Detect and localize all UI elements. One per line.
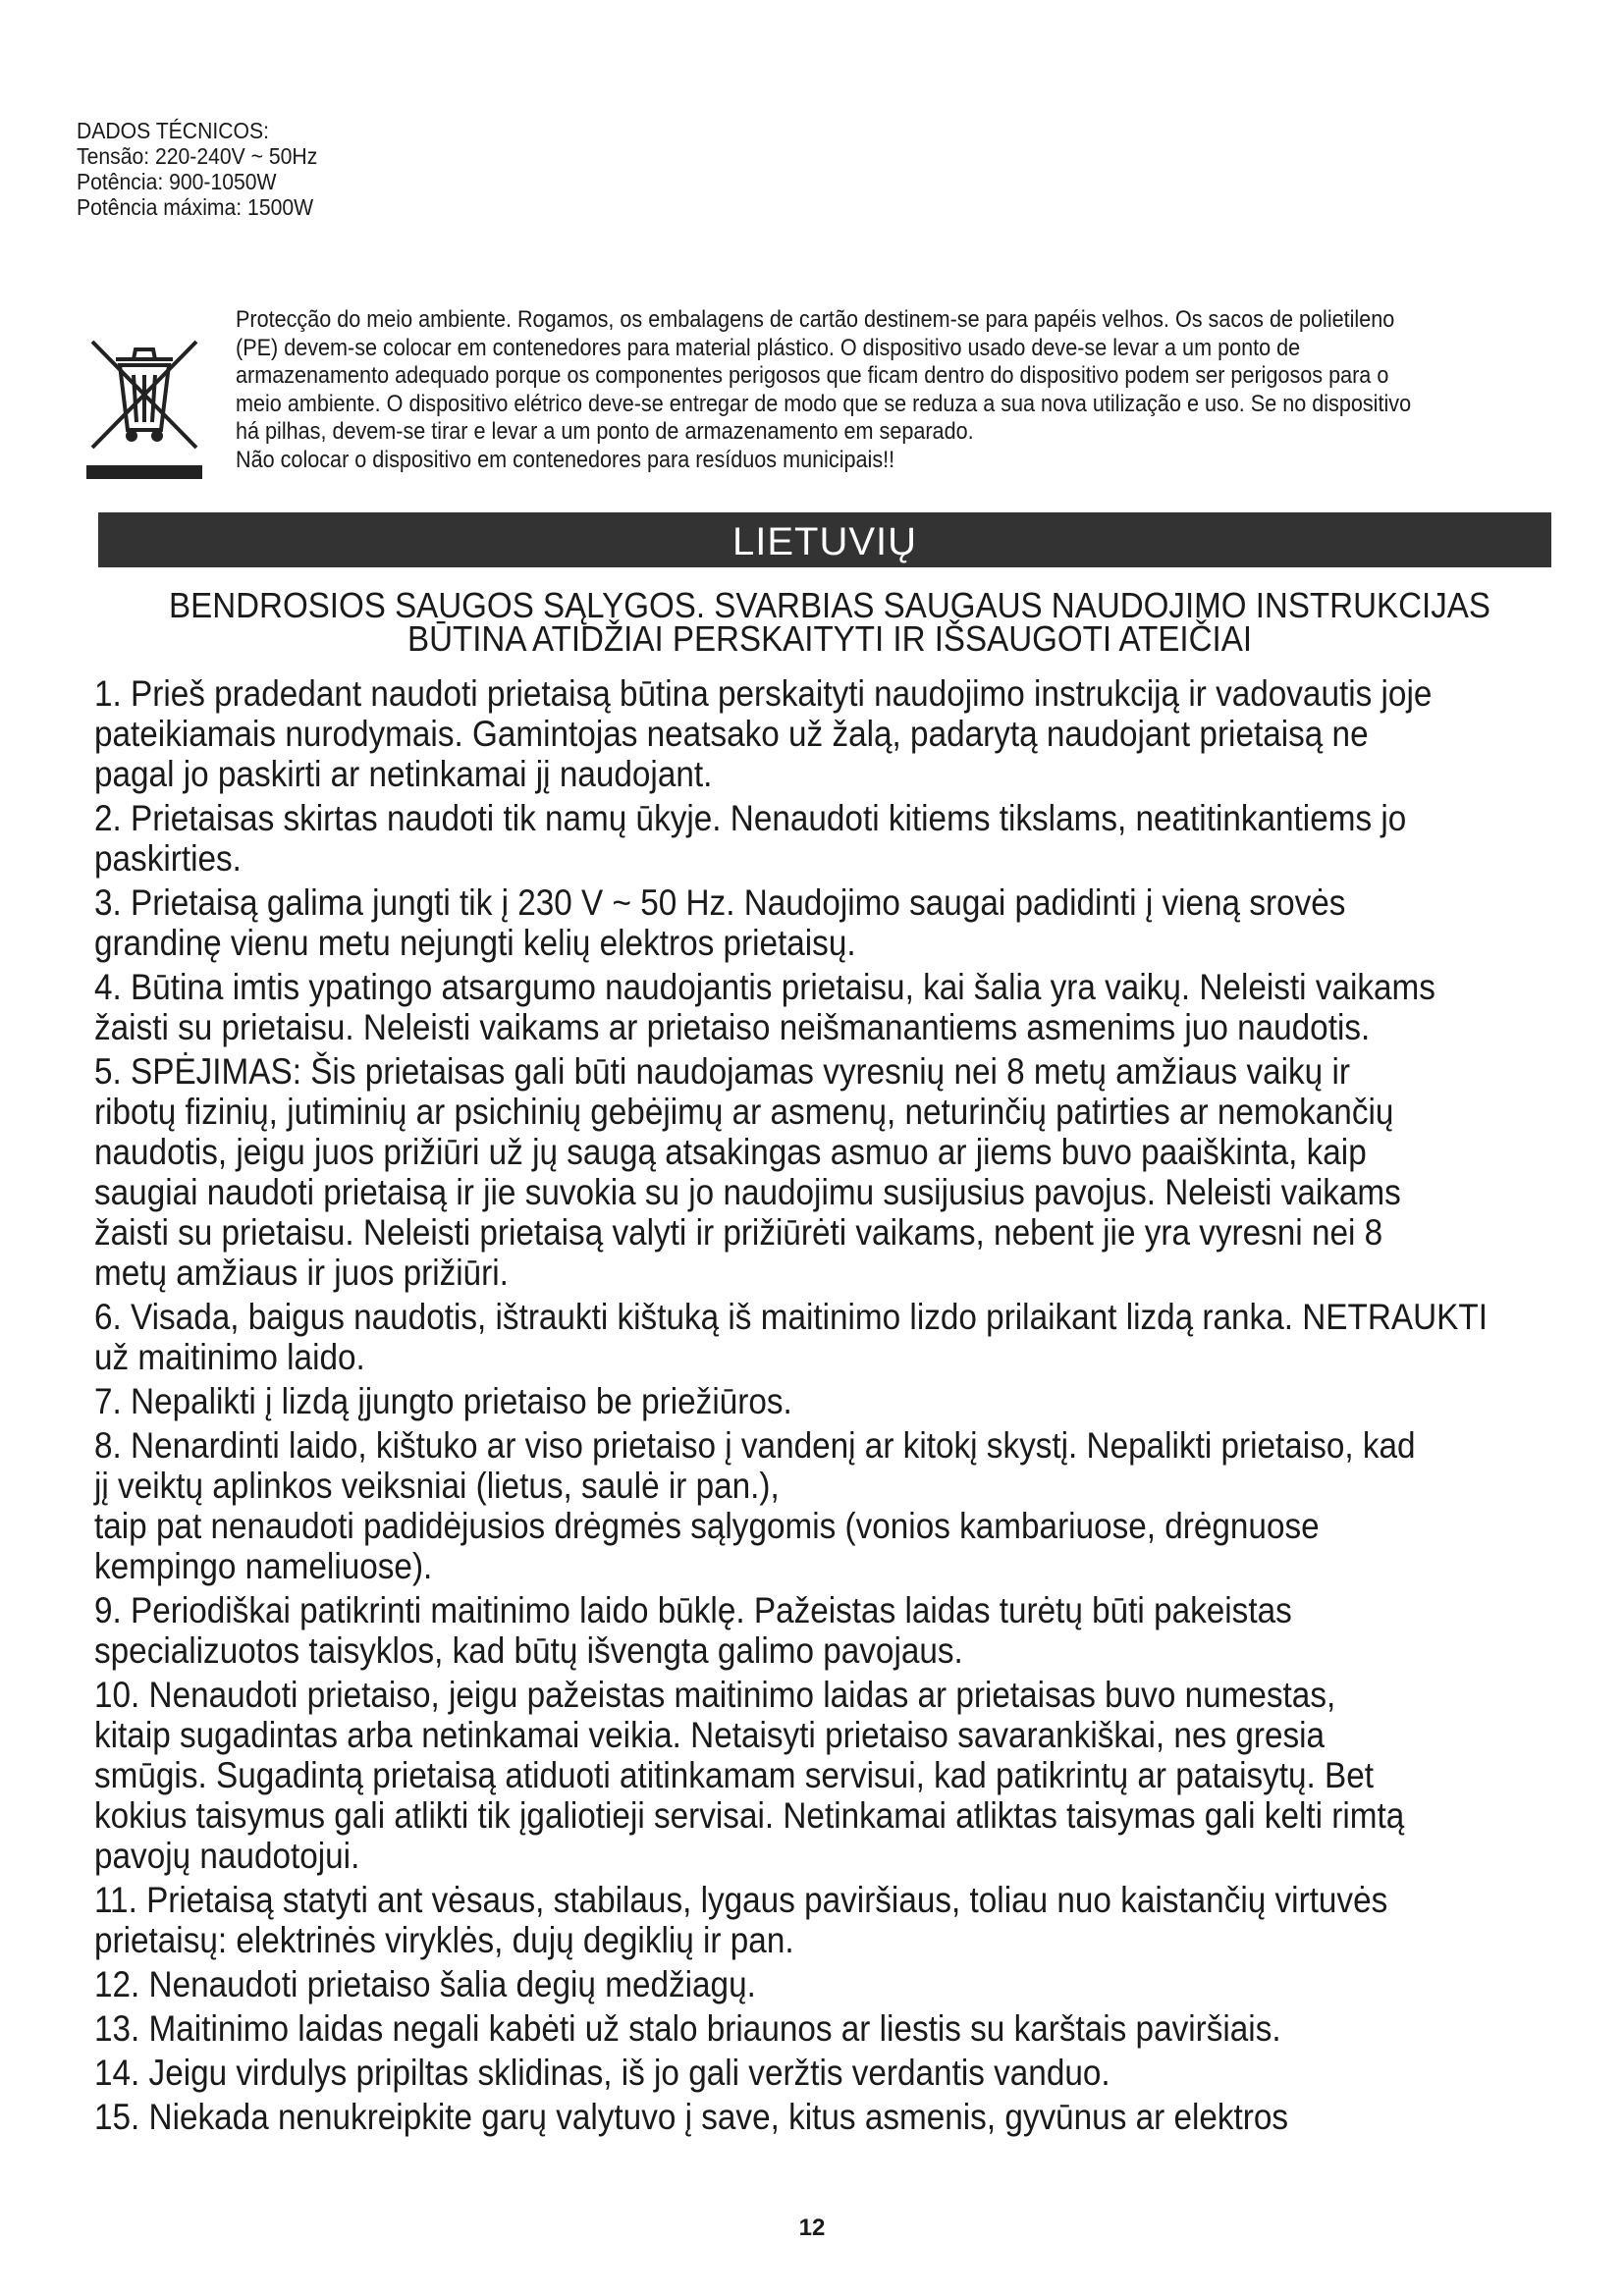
instruction-line: pagal jo paskirti ar netinkamai jį naudojant. (94, 754, 713, 794)
instruction-item (94, 1590, 1508, 1671)
instruction-item (94, 1880, 1508, 1960)
env-line: há pilhas, devem-se tirar e levar a um ponto de armazenamento em separado. (236, 418, 974, 445)
instruction-line: jį veiktų aplinkos veiksniai (lietus, saulė ir pan.), (94, 1466, 780, 1506)
tech-voltage: Tensão: 220-240V ~ 50Hz (77, 143, 318, 169)
instruction-line: 11. Prietaisą statyti ant vėsaus, stabilaus, lygaus paviršiaus, toliau nuo kaistančių virtuvės (94, 1880, 1388, 1920)
instruction-line: 10. Nenaudoti prietaiso, jeigu pažeistas maitinimo laidas ar prietaisas buvo numestas, (94, 1675, 1336, 1715)
instruction-line: saugiai naudoti prietaisą ir jie suvokia su jo naudojimu susijusius pavojus. Neleisti vaikams (94, 1172, 1401, 1212)
safety-title-line1: BENDROSIOS SAUGOS SĄLYGOS. SVARBIAS SAUGAUS NAUDOJIMO INSTRUKCIJAS (169, 585, 1490, 625)
instruction-line: 3. Prietaisą galima jungti tik į 230 V ~ 50 Hz. Naudojimo saugai padidinti į vieną srovės (94, 882, 1346, 923)
instruction-line: specializuotos taisyklos, kad būtų išvengta galimo pavojaus. (94, 1630, 963, 1671)
instruction-item (94, 1051, 1508, 1293)
instruction-line: už maitinimo laido. (94, 1337, 365, 1377)
instruction-line: 4. Būtina imtis ypatingo atsargumo naudojantis prietaisu, kai šalia yra vaikų. Neleisti vaikams (94, 967, 1435, 1007)
instruction-line: 8. Nenardinti laido, kištuko ar viso prietaiso į vandenį ar kitokį skystį. Nepalikti prietaiso, kad (94, 1425, 1416, 1466)
instruction-line: paskirties. (94, 838, 242, 879)
instruction-line: kokius taisymus gali atlikti tik įgaliotieji servisai. Netinkamai atliktas taisymas gali kelti rimtą (94, 1795, 1405, 1836)
instruction-item (94, 1297, 1508, 1377)
instruction-item (94, 1425, 1508, 1586)
instruction-line: metų amžiaus ir juos prižiūri. (94, 1253, 509, 1293)
instruction-line: 14. Jeigu virdulys pripiltas sklidinas, iš jo gali veržtis verdantis vanduo. (94, 2053, 1110, 2093)
instruction-line: žaisti su prietaisu. Neleisti vaikams ar prietaiso neišmanantiems asmenims juo naudotis. (94, 1007, 1371, 1047)
instruction-line: kempingo nameliuose). (94, 1546, 433, 1586)
instruction-item (94, 967, 1508, 1047)
instruction-line: 9. Periodiškai patikrinti maitinimo laido būklę. Pažeistas laidas turėtų būti pakeistas (94, 1590, 1292, 1630)
instruction-item (94, 798, 1508, 879)
instructions-list (94, 673, 1508, 2141)
instruction-line: 15. Niekada nenukreipkite garų valytuvo į save, kitus asmenis, gyvūnus ar elektros (94, 2097, 1289, 2137)
instruction-line: prietaisų: elektrinės viryklės, dujų degiklių ir pan. (94, 1920, 794, 1960)
instruction-item (94, 882, 1508, 963)
instruction-line: 1. Prieš pradedant naudoti prietaisą būtina perskaityti naudojimo instrukciją ir vadovautis joje (94, 673, 1433, 714)
env-line: (PE) devem-se colocar em contenedores para material plástico. O dispositivo usado deve-se levar a um ponto de (236, 334, 1301, 361)
env-line: Protecção do meio ambiente. Rogamos, os embalagens de cartão destinem-se para papéis velhos. Os sacos de polietileno (236, 306, 1395, 333)
instruction-item (94, 1964, 1508, 2004)
technical-data (77, 118, 317, 220)
tech-max-power: Potência máxima: 1500W (77, 194, 314, 220)
instruction-line: 5. SPĖJIMAS: Šis prietaisas gali būti naudojamas vyresnių nei 8 metų amžiaus vaikų ir (94, 1051, 1350, 1092)
instruction-line: 13. Maitinimo laidas negali kabėti už stalo briaunos ar liestis su karštais paviršiais. (94, 2008, 1281, 2049)
weee-crossed-bin-icon (86, 332, 202, 479)
instruction-line: pavojų naudotojui. (94, 1836, 360, 1876)
tech-power: Potência: 900-1050W (77, 169, 277, 194)
instruction-item (94, 2053, 1508, 2093)
page-number: 12 (798, 2215, 826, 2241)
env-line: armazenamento adequado porque os componentes perigosos que ficam dentro do dispositivo podem ser perigosos para o (236, 362, 1389, 389)
instruction-line: kitaip sugadintas arba netinkamai veikia. Netaisyti prietaiso savarankiškai, nes gresia (94, 1715, 1326, 1755)
language-banner: LIETUVIŲ (98, 512, 1551, 567)
instruction-item (94, 1675, 1508, 1876)
instruction-gap (94, 2137, 1508, 2141)
safety-title-line2: BŪTINA ATIDŽIAI PERSKAITYTI IR IŠSAUGOTI ATEIČIAI (406, 618, 1253, 659)
safety-title (157, 585, 1503, 659)
instruction-line: smūgis. Sugadintą prietaisą atiduoti atitinkamam servisui, kad patikrintų ar pataisytų. Bet (94, 1755, 1375, 1795)
tech-heading: DADOS TÉCNICOS: (77, 118, 269, 143)
instruction-line: taip pat nenaudoti padidėjusios drėgmės sąlygomis (vonios kambariuose, drėgnuose (94, 1506, 1320, 1546)
instruction-line: 12. Nenaudoti prietaiso šalia degių medžiagų. (94, 1964, 756, 2004)
instruction-item (94, 673, 1508, 794)
instruction-line: 7. Nepalikti į lizdą įjungto prietaiso be priežiūros. (94, 1381, 792, 1421)
instruction-line: žaisti su prietaisu. Neleisti prietaisą valyti ir prižiūrėti vaikams, nebent jie yra vyresni nei 8 (94, 1212, 1383, 1253)
environment-notice (236, 306, 1473, 474)
env-line: meio ambiente. O dispositivo elétrico deve-se entregar de modo que se reduza a sua nova utilização e uso. Se no dispositivo (236, 390, 1412, 417)
instruction-line: grandinę vienu metu nejungti kelių elektros prietaisų. (94, 923, 856, 963)
instruction-line: ribotų fizinių, jutiminių ar psichinių gebėjimų ar asmenų, neturinčių patirties ar nemokančių (94, 1092, 1394, 1132)
instruction-line: 2. Prietaisas skirtas naudoti tik namų ūkyje. Nenaudoti kitiems tikslams, neatitinkantiems jo (94, 798, 1407, 838)
instruction-item (94, 2097, 1508, 2137)
instruction-item (94, 1381, 1508, 1421)
instruction-line: pateikiamais nurodymais. Gamintojas neatsako už žalą, padarytą naudojant prietaisą ne (94, 714, 1369, 754)
instruction-line: naudotis, jeigu juos prižiūri už jų saugą atsakingas asmuo ar jiems buvo paaiškinta, kaip (94, 1132, 1367, 1172)
instruction-line: 6. Visada, baigus naudotis, ištraukti kištuką iš maitinimo lizdo prilaikant lizdą ranka. NETRAUKTI (94, 1297, 1488, 1337)
instruction-item (94, 2008, 1508, 2049)
env-line: Não colocar o dispositivo em contenedores para resíduos municipais!! (236, 446, 895, 473)
